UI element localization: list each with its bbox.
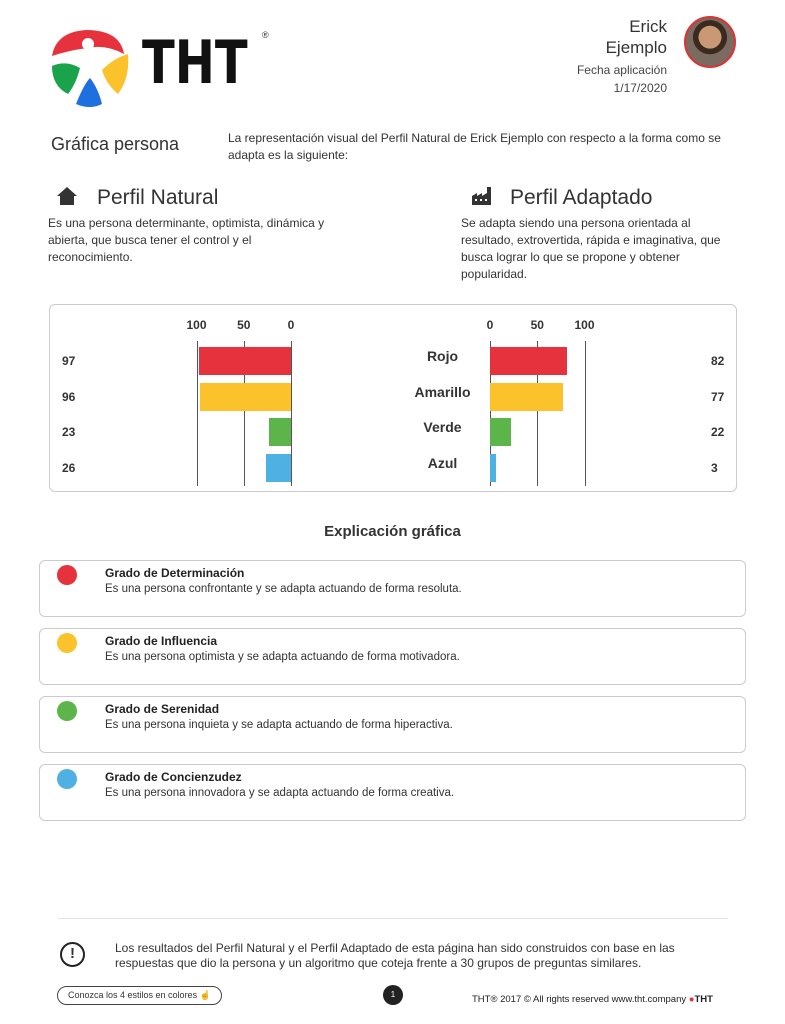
footer-note: Los resultados del Perfil Natural y el Perfil Adaptado de esta página han sido construidos con base en las respuestas que dio la persona y un algoritmo que coteja frente a 30 grupos de preguntas similares. (115, 941, 675, 970)
user-name (606, 16, 667, 58)
category-label: Verde (423, 419, 462, 435)
card-title: Grado de Concienzudez (105, 770, 242, 784)
explanation-title: Explicación gráfica (324, 523, 461, 540)
card-title: Grado de Influencia (105, 634, 218, 648)
right-tick-label: 0 (486, 318, 494, 332)
color-dot-icon (57, 565, 77, 585)
pointer-icon: ☝ (199, 990, 211, 1000)
natural-bar-rojo (199, 347, 291, 375)
factory-icon (471, 186, 493, 206)
right-tick-label: 100 (574, 318, 595, 332)
logo-text: THT (142, 28, 248, 98)
divider (58, 918, 728, 919)
explanation-card (39, 764, 746, 821)
explanation-card (39, 696, 746, 753)
mini-logo-icon: ● (688, 994, 695, 1005)
card-desc: Es una persona confrontante y se adapta actuando de forma resoluta. (105, 583, 462, 595)
adaptado-value: 22 (711, 425, 725, 439)
color-dot-icon (57, 701, 77, 721)
styles-button-label: Conozca los 4 estilos en colores (68, 990, 198, 1000)
copyright (472, 994, 713, 1005)
card-title: Grado de Determinación (105, 566, 245, 580)
mini-logo-text: THT (694, 994, 713, 1005)
category-label: Rojo (426, 348, 459, 364)
adaptado-value: 3 (711, 460, 718, 475)
color-dot-icon (57, 769, 77, 789)
home-icon (56, 186, 78, 206)
natural-title: Perfil Natural (97, 186, 219, 209)
avatar (684, 16, 736, 68)
explanation-card (39, 628, 746, 685)
natural-value: 96 (62, 389, 76, 404)
adaptado-value: 77 (711, 389, 725, 404)
natural-desc: Es una persona determinante, optimista, dinámica y abierta, que busca tener el control y el reconocimiento. (48, 216, 325, 264)
date-label: Fecha aplicación (576, 63, 667, 77)
card-desc: Es una persona inquieta y se adapta actuando de forma hiperactiva. (105, 719, 453, 731)
tht-logo-icon (50, 28, 130, 108)
copyright-text: THT® 2017 © All rights reserved www.tht.company (472, 994, 687, 1005)
date-value: 1/17/2020 (613, 81, 667, 95)
right-gridline (585, 341, 586, 486)
natural-value: 97 (62, 354, 76, 368)
styles-button[interactable] (57, 986, 222, 1005)
natural-bar-amarillo (200, 383, 291, 411)
last-name: Ejemplo (605, 38, 667, 57)
profile-chart (49, 304, 737, 492)
left-tick-label: 0 (287, 318, 295, 332)
natural-value: 23 (62, 425, 76, 439)
first-name: Erick (629, 17, 667, 36)
card-title: Grado de Serenidad (105, 702, 220, 716)
adaptado-bar-rojo (490, 347, 567, 375)
natural-bar-azul (266, 454, 291, 482)
section-intro: La representación visual del Perfil Natural de Erick Ejemplo con respecto a la forma como se adapta es la siguiente: (228, 131, 721, 162)
registered-mark: ® (262, 30, 269, 40)
adaptado-bar-amarillo (490, 383, 563, 411)
category-label: Azul (427, 454, 458, 471)
right-tick-label: 50 (530, 318, 544, 332)
explanation-card (39, 560, 746, 617)
category-label: Amarillo (414, 383, 471, 400)
adaptado-desc: Se adapta siendo una persona orientada al resultado, extrovertida, rápida e imaginativa, que busca lograr lo que se propone y obtener popularidad. (461, 216, 721, 281)
section-title: Gráfica persona (51, 134, 180, 154)
left-gridline (197, 341, 198, 486)
card-desc: Es una persona optimista y se adapta actuando de forma motivadora. (105, 651, 460, 663)
left-tick-label: 100 (186, 318, 207, 332)
adaptado-value: 82 (711, 354, 725, 368)
application-date (577, 61, 667, 97)
natural-value: 26 (62, 460, 76, 475)
warning-icon: ! (60, 942, 85, 967)
left-gridline (291, 341, 292, 486)
page-number: 1 (383, 985, 403, 1005)
card-desc: Es una persona innovadora y se adapta actuando de forma creativa. (105, 787, 455, 799)
color-dot-icon (57, 633, 77, 653)
left-tick-label: 50 (237, 318, 251, 332)
adaptado-title: Perfil Adaptado (510, 186, 653, 209)
natural-bar-verde (269, 418, 291, 446)
